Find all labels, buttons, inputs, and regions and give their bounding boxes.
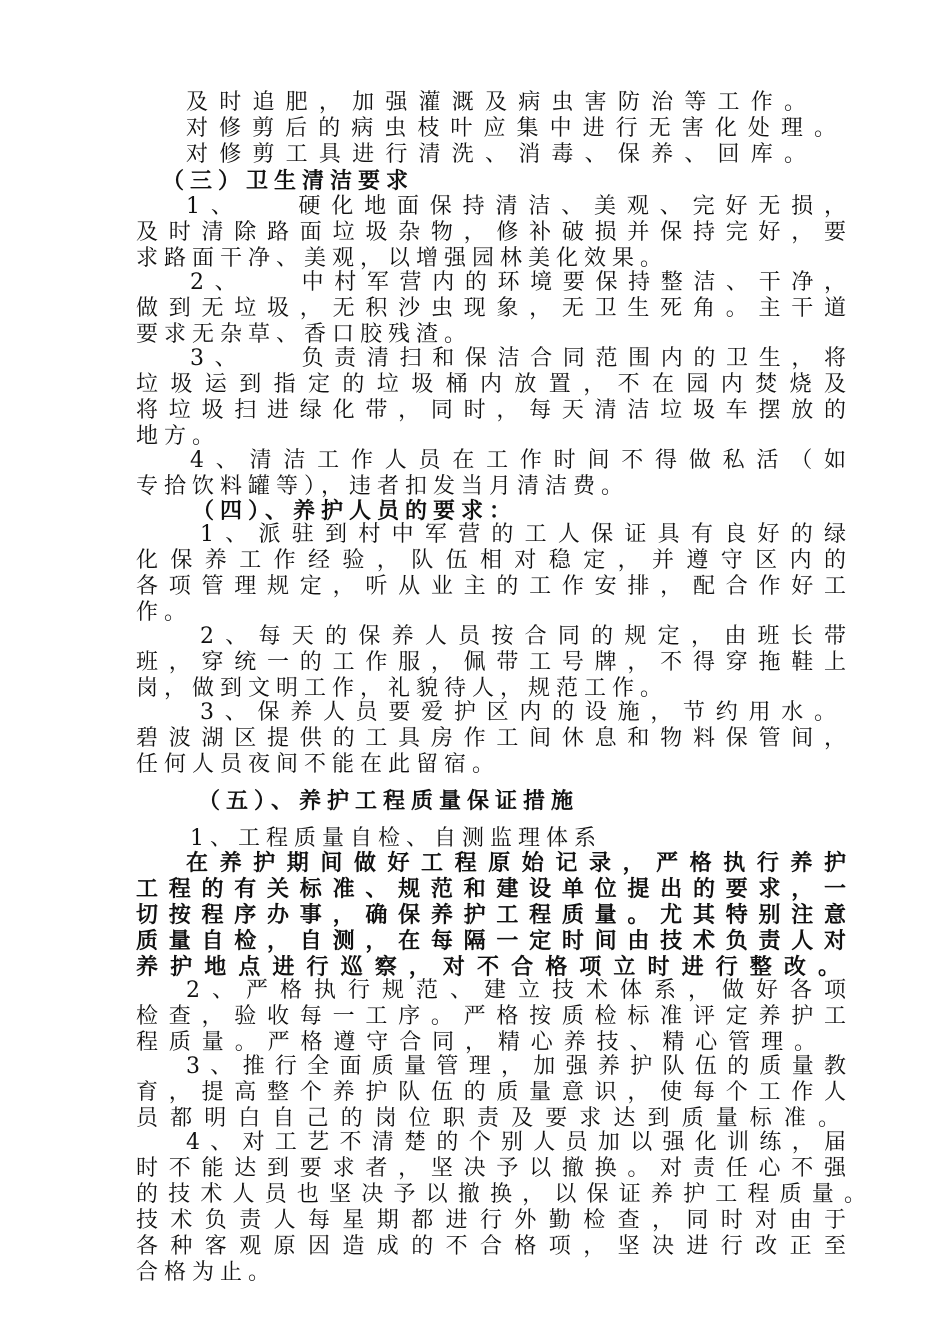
text-line: 时不能达到要求者，坚决予以撤换。对责任心不强: [136, 1156, 846, 1181]
text-line: 育，提高整个养护队伍的质量意识，使每个工作人: [136, 1080, 846, 1105]
text-line: 合格为止。: [136, 1260, 277, 1285]
text-line: 4、清洁工作人员在工作时间不得做私活（如: [190, 448, 846, 473]
section-heading-4: （四）、养护人员的要求：: [192, 498, 518, 524]
text-line: 班，穿统一的工作服，佩带工号牌，不得穿拖鞋上: [136, 650, 846, 675]
text-line: 程质量。严格遵守合同，精心养技、精心管理。: [136, 1030, 816, 1055]
text-line: 岗，做到文明工作，礼貌待人，规范工作。: [136, 676, 669, 701]
text-line: 对修剪工具进行清洗、消毒、保养、回库。: [186, 142, 806, 167]
text-line: 2、每天的保养人员按合同的规定，由班长带: [200, 624, 846, 649]
text-line: 2、严格执行规范、建立技术体系，做好各项: [186, 978, 846, 1003]
text-line: 求路面干净、美观，以增强园林美化效果。: [136, 246, 669, 271]
text-line-bold: 质量自检，自测，在每隔一定时间由技术负责人对: [136, 928, 846, 954]
text-line: 4、对工艺不清楚的个别人员加以强化训练，届: [186, 1130, 846, 1155]
text-line: 要求无杂草、香口胶残渣。: [136, 322, 473, 347]
text-line-bold: 在养护期间做好工程原始记录，严格执行养护: [186, 850, 846, 876]
text-line: 碧波湖区提供的工具房作工间休息和物料保管间，: [136, 726, 846, 751]
text-line: 1、 硬化地面保持清洁、美观、完好无损，: [186, 194, 846, 219]
text-line: 做到无垃圾，无积沙虫现象，无卫生死角。主干道: [136, 296, 846, 321]
text-line: 专拾饮料罐等），违者扣发当月清洁费。: [136, 474, 630, 499]
text-line: 地方。: [136, 424, 221, 449]
text-line: 作。: [136, 600, 193, 625]
text-line: 的技术人员也坚决予以撤换，以保证养护工程质量。: [136, 1182, 866, 1207]
text-line: 1、工程质量自检、自测监理体系: [190, 826, 602, 851]
text-line: 检查，验收每一工序。严格按质检标准评定养护工: [136, 1004, 846, 1029]
text-line: 3、保养人员要爱护区内的设施，节约用水。: [200, 700, 836, 725]
text-line: 2、 中村军营内的环境要保持整洁、干净，: [190, 270, 846, 295]
text-line: 技术负责人每星期都进行外勤检查，同时对由于: [136, 1208, 846, 1233]
text-line: 各项管理规定，听从业主的工作安排，配合作好工: [136, 574, 846, 599]
section-heading-5: （五）、养护工程质量保证措施: [198, 788, 580, 814]
text-line: 及时清除路面垃圾杂物，修补破损并保持完好，要: [136, 220, 846, 245]
text-line: 3、 负责清扫和保洁合同范围内的卫生，将: [190, 346, 846, 371]
text-line: 化保养工作经验，队伍相对稳定，并遵守区内的: [136, 548, 846, 573]
text-line: 1、派驻到村中军营的工人保证具有良好的绿: [200, 522, 846, 547]
text-line-bold: 切按程序办事，确保养护工程质量。尤其特别注意: [136, 902, 846, 928]
text-line-bold: 养护地点进行巡察，对不合格项立时进行整改。: [136, 954, 840, 980]
section-heading-3: （三）卫生清洁要求: [162, 168, 415, 194]
text-line-bold: 工程的有关标准、规范和建设单位提出的要求，一: [136, 876, 846, 902]
text-line: 及时追肥，加强灌溉及病虫害防治等工作。: [186, 90, 806, 115]
text-line: 将垃圾扫进绿化带，同时，每天清洁垃圾车摆放的: [136, 398, 846, 423]
text-line: 员都明白自己的岗位职责及要求达到质量标准。: [136, 1106, 840, 1131]
text-line: 各种客观原因造成的不合格项，坚决进行改正至: [136, 1234, 846, 1259]
text-line: 任何人员夜间不能在此留宿。: [136, 752, 501, 777]
text-line: 3、推行全面质量管理，加强养护队伍的质量教: [186, 1054, 846, 1079]
text-line: 对修剪后的病虫枝叶应集中进行无害化处理。: [186, 116, 836, 141]
text-line: 垃圾运到指定的垃圾桶内放置，不在园内焚烧及: [136, 372, 846, 397]
